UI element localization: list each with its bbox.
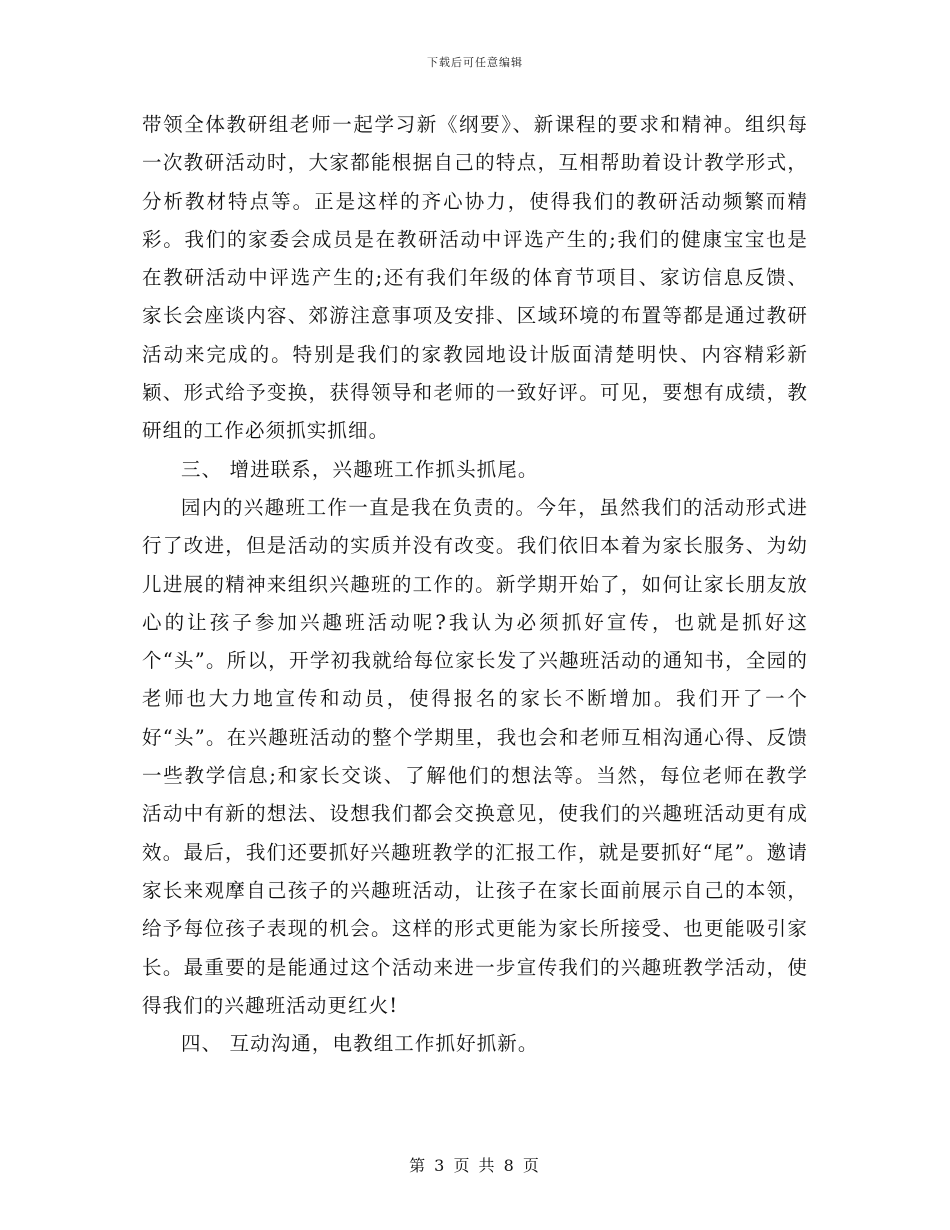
paragraph-teaching-research: 带领全体教研组老师一起学习新《纲要》、新课程的要求和精神。组织每一次教研活动时，大家都能根据自己的特点，互相帮助着设计教学形式，分析教材特点等。正是这样的齐心协力，使得我们的教研活动频繁而精彩。我们的家委会成员是在教研活动中评选产生的;我们的健康宝宝也是在教研活动中评选产生的;还有我们年级的体育节项目、家访信息反馈、家长会座谈内容、郊游注意事项及安排、区域环境的布置等都是通过教研活动来完成的。特别是我们的家教园地设计版面清楚明快、内容精彩新颖、形式给予变换，获得领导和老师的一致好评。可见，要想有成绩，教研组的工作必须抓实抓细。 xyxy=(142,113,808,443)
document-body xyxy=(142,106,808,1063)
paragraph-interest-class: 园内的兴趣班工作一直是我在负责的。今年，虽然我们的活动形式进行了改进，但是活动的实质并没有改变。我们依旧本着为家长服务、为幼儿进展的精神来组织兴趣班的工作的。新学期开始了，如何让家长朋友放心的让孩子参加兴趣班活动呢?我认为必须抓好宣传，也就是抓好这个“头”。所以，开学初我就给每位家长发了兴趣班活动的通知书，全园的老师也大力地宣传和动员，使得报名的家长不断增加。我们开了一个好“头”。在兴趣班活动的整个学期里，我也会和老师互相沟通心得、反馈一些教学信息;和家长交谈、了解他们的想法等。当然，每位老师在教学活动中有新的想法、设想我们都会交换意见，使我们的兴趣班活动更有成效。最后，我们还要抓好兴趣班教学的汇报工作，就是要抓好“尾”。邀请家长来观摩自己孩子的兴趣班活动，让孩子在家长面前展示自己的本领，给予每位孩子表现的机会。这样的形式更能为家长所接受、也更能吸引家长。最重要的是能通过这个活动来进一步宣传我们的兴趣班教学活动，使得我们的兴趣班活动更红火! xyxy=(142,495,808,1017)
section-heading-interest-class: 三、 增进联系，兴趣班工作抓头抓尾。 xyxy=(181,457,539,481)
page-number: 第 3 页 共 8 页 xyxy=(409,1156,541,1175)
section-heading-audio-visual: 四、 互动沟通，电教组工作抓好抓新。 xyxy=(181,1032,539,1056)
page-header: 下载后可任意编辑 xyxy=(427,56,523,69)
